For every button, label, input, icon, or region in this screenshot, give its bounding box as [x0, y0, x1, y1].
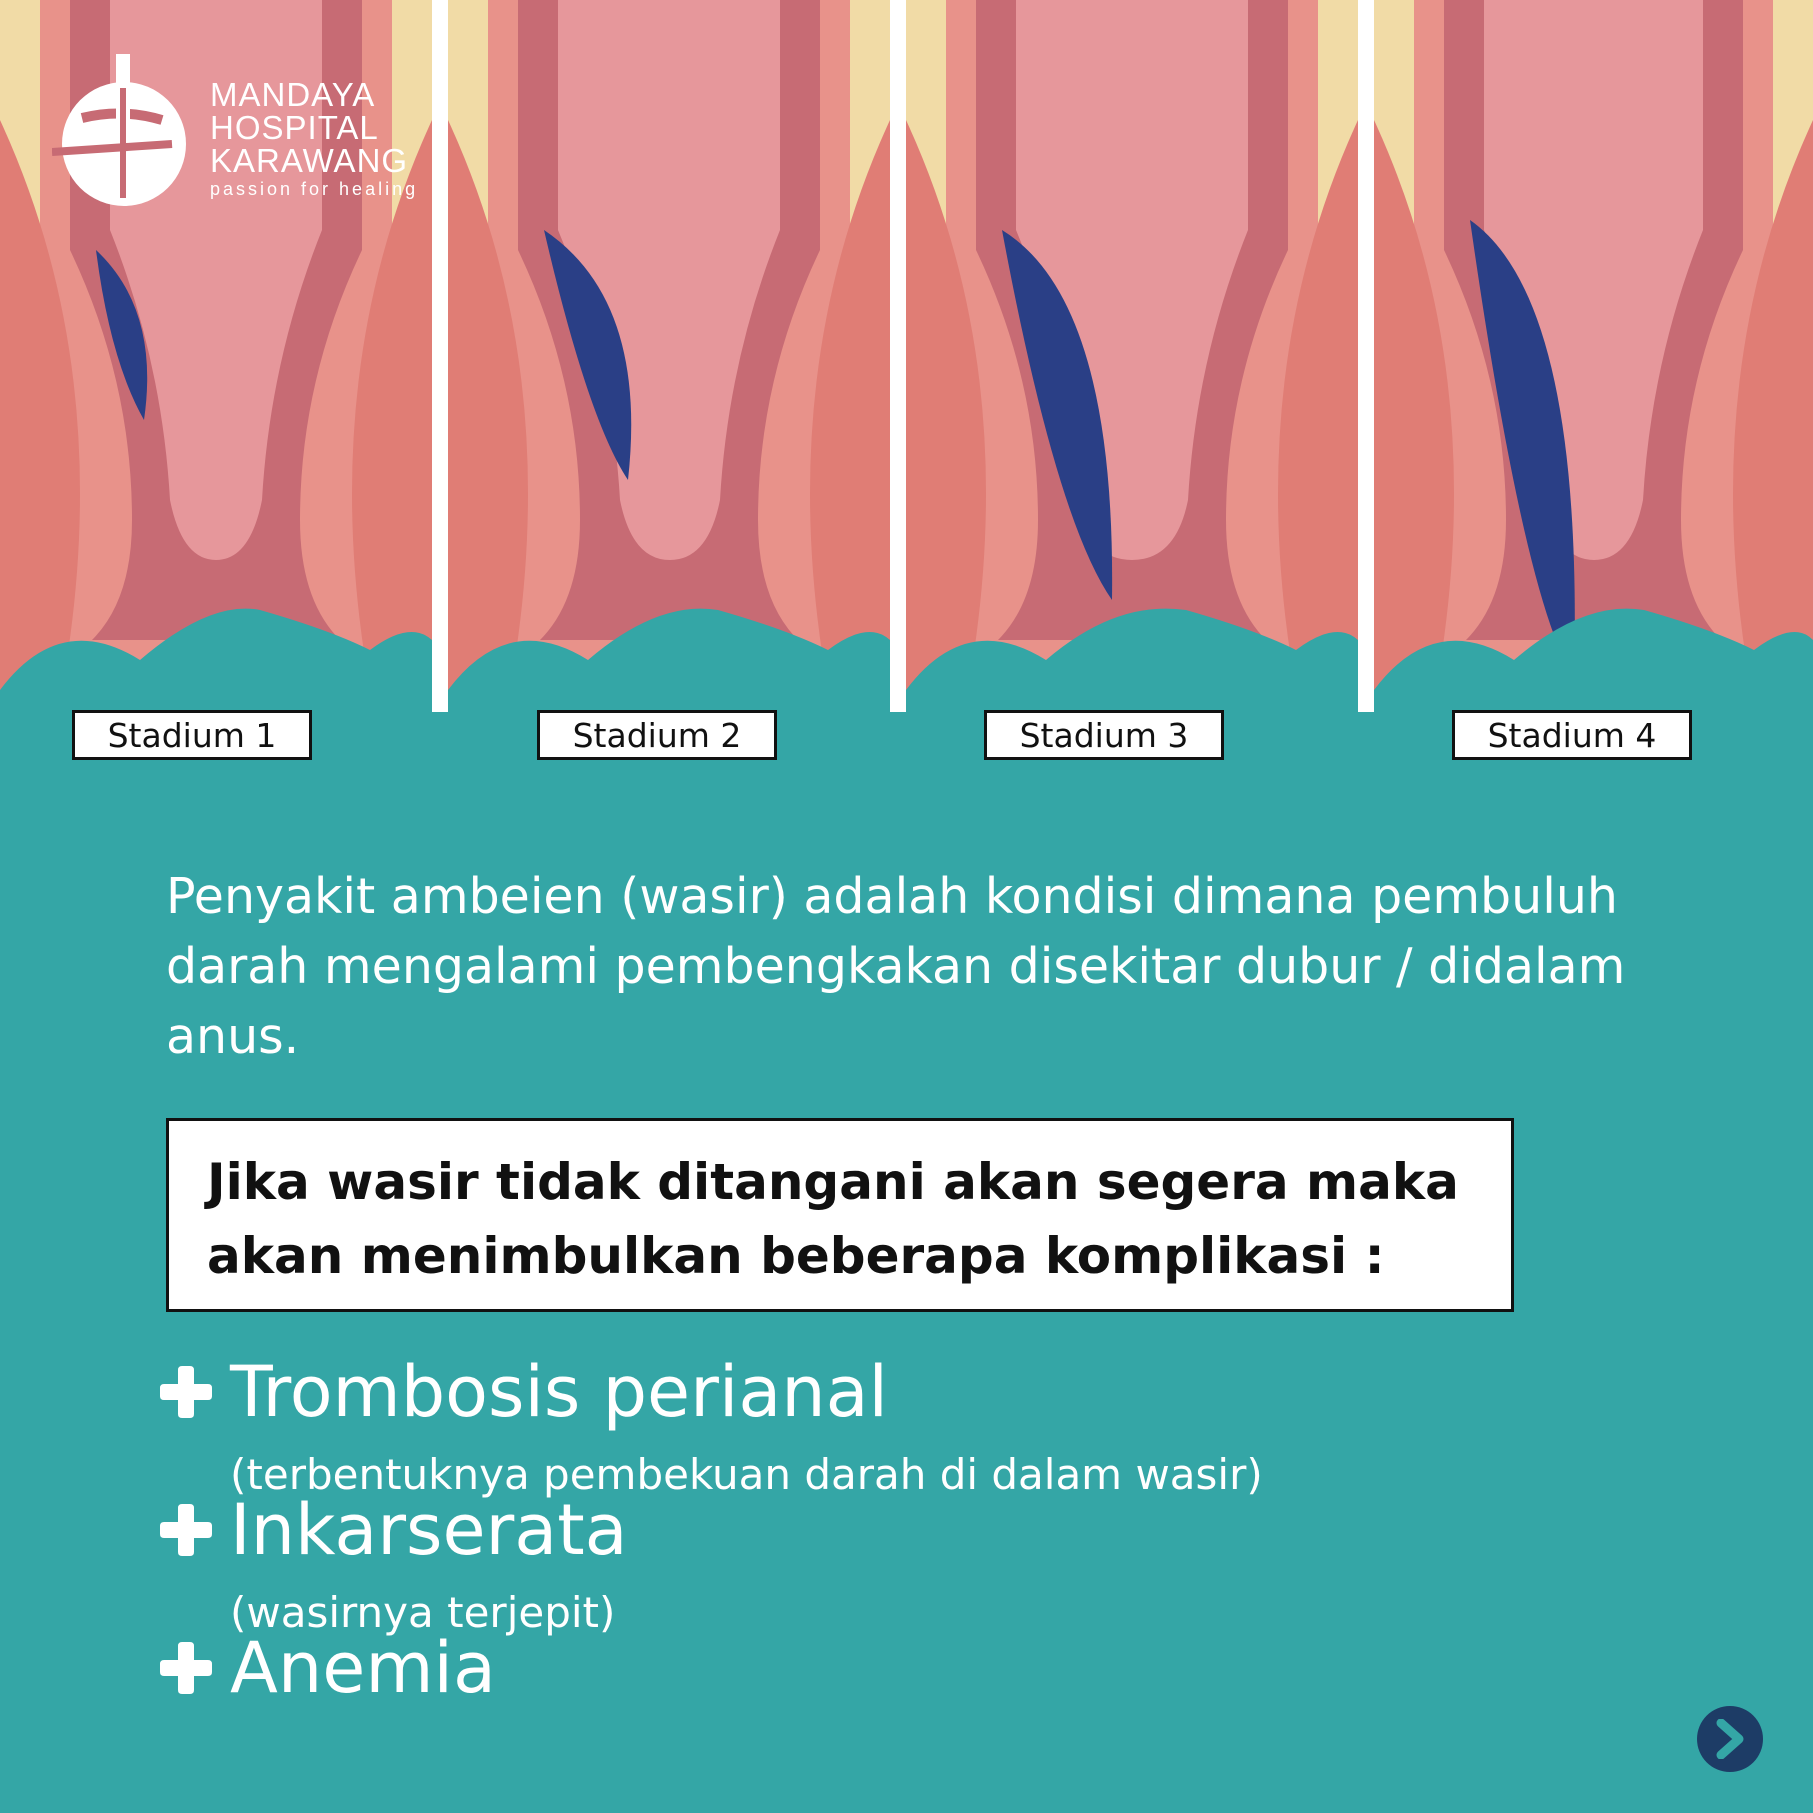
intro-paragraph: Penyakit ambeien (wasir) adalah kondisi dimana pembuluh darah mengalami pembengkakan disekitar dubur / didalam anus.: [166, 868, 1626, 1065]
plus-icon: [158, 1640, 214, 1696]
stage-4-illustration: [1374, 0, 1813, 712]
next-button[interactable]: [1697, 1706, 1763, 1772]
stage-2-illustration: [448, 0, 890, 712]
complication-item: [158, 1490, 628, 1638]
chevron-right-icon: [1713, 1719, 1747, 1759]
brand-tagline: passion for healing: [210, 179, 419, 199]
stage-label-3: Stadium 3: [984, 710, 1224, 760]
plus-icon: [158, 1364, 214, 1420]
panel-divider: [890, 0, 906, 712]
stage-label-2: Stadium 2: [537, 710, 777, 760]
brand-line-1: MANDAYA: [210, 76, 376, 113]
stage-label-1: Stadium 1: [72, 710, 312, 760]
brand-line-2: HOSPITAL: [210, 109, 379, 146]
complication-title: Inkarserata: [230, 1489, 628, 1571]
complication-desc: (wasirnya terjepit): [230, 1588, 616, 1637]
hospital-name: [210, 78, 418, 200]
hospital-cross-logo-icon: [52, 48, 202, 218]
panel-divider: [1358, 0, 1374, 712]
stage-label-4: Stadium 4: [1452, 710, 1692, 760]
complication-item: [158, 1628, 496, 1708]
hospital-logo: [52, 48, 472, 218]
complication-desc: (terbentuknya pembekuan darah di dalam wasir): [230, 1450, 1263, 1499]
brand-line-3: KARAWANG: [210, 142, 409, 179]
complication-title: Anemia: [230, 1627, 496, 1709]
stage-3-illustration: [906, 0, 1358, 712]
warning-box: Jika wasir tidak ditangani akan segera maka akan menimbulkan beberapa komplikasi :: [166, 1118, 1514, 1312]
complication-item: [158, 1352, 1263, 1500]
complication-title: Trombosis perianal: [230, 1351, 888, 1433]
plus-icon: [158, 1502, 214, 1558]
